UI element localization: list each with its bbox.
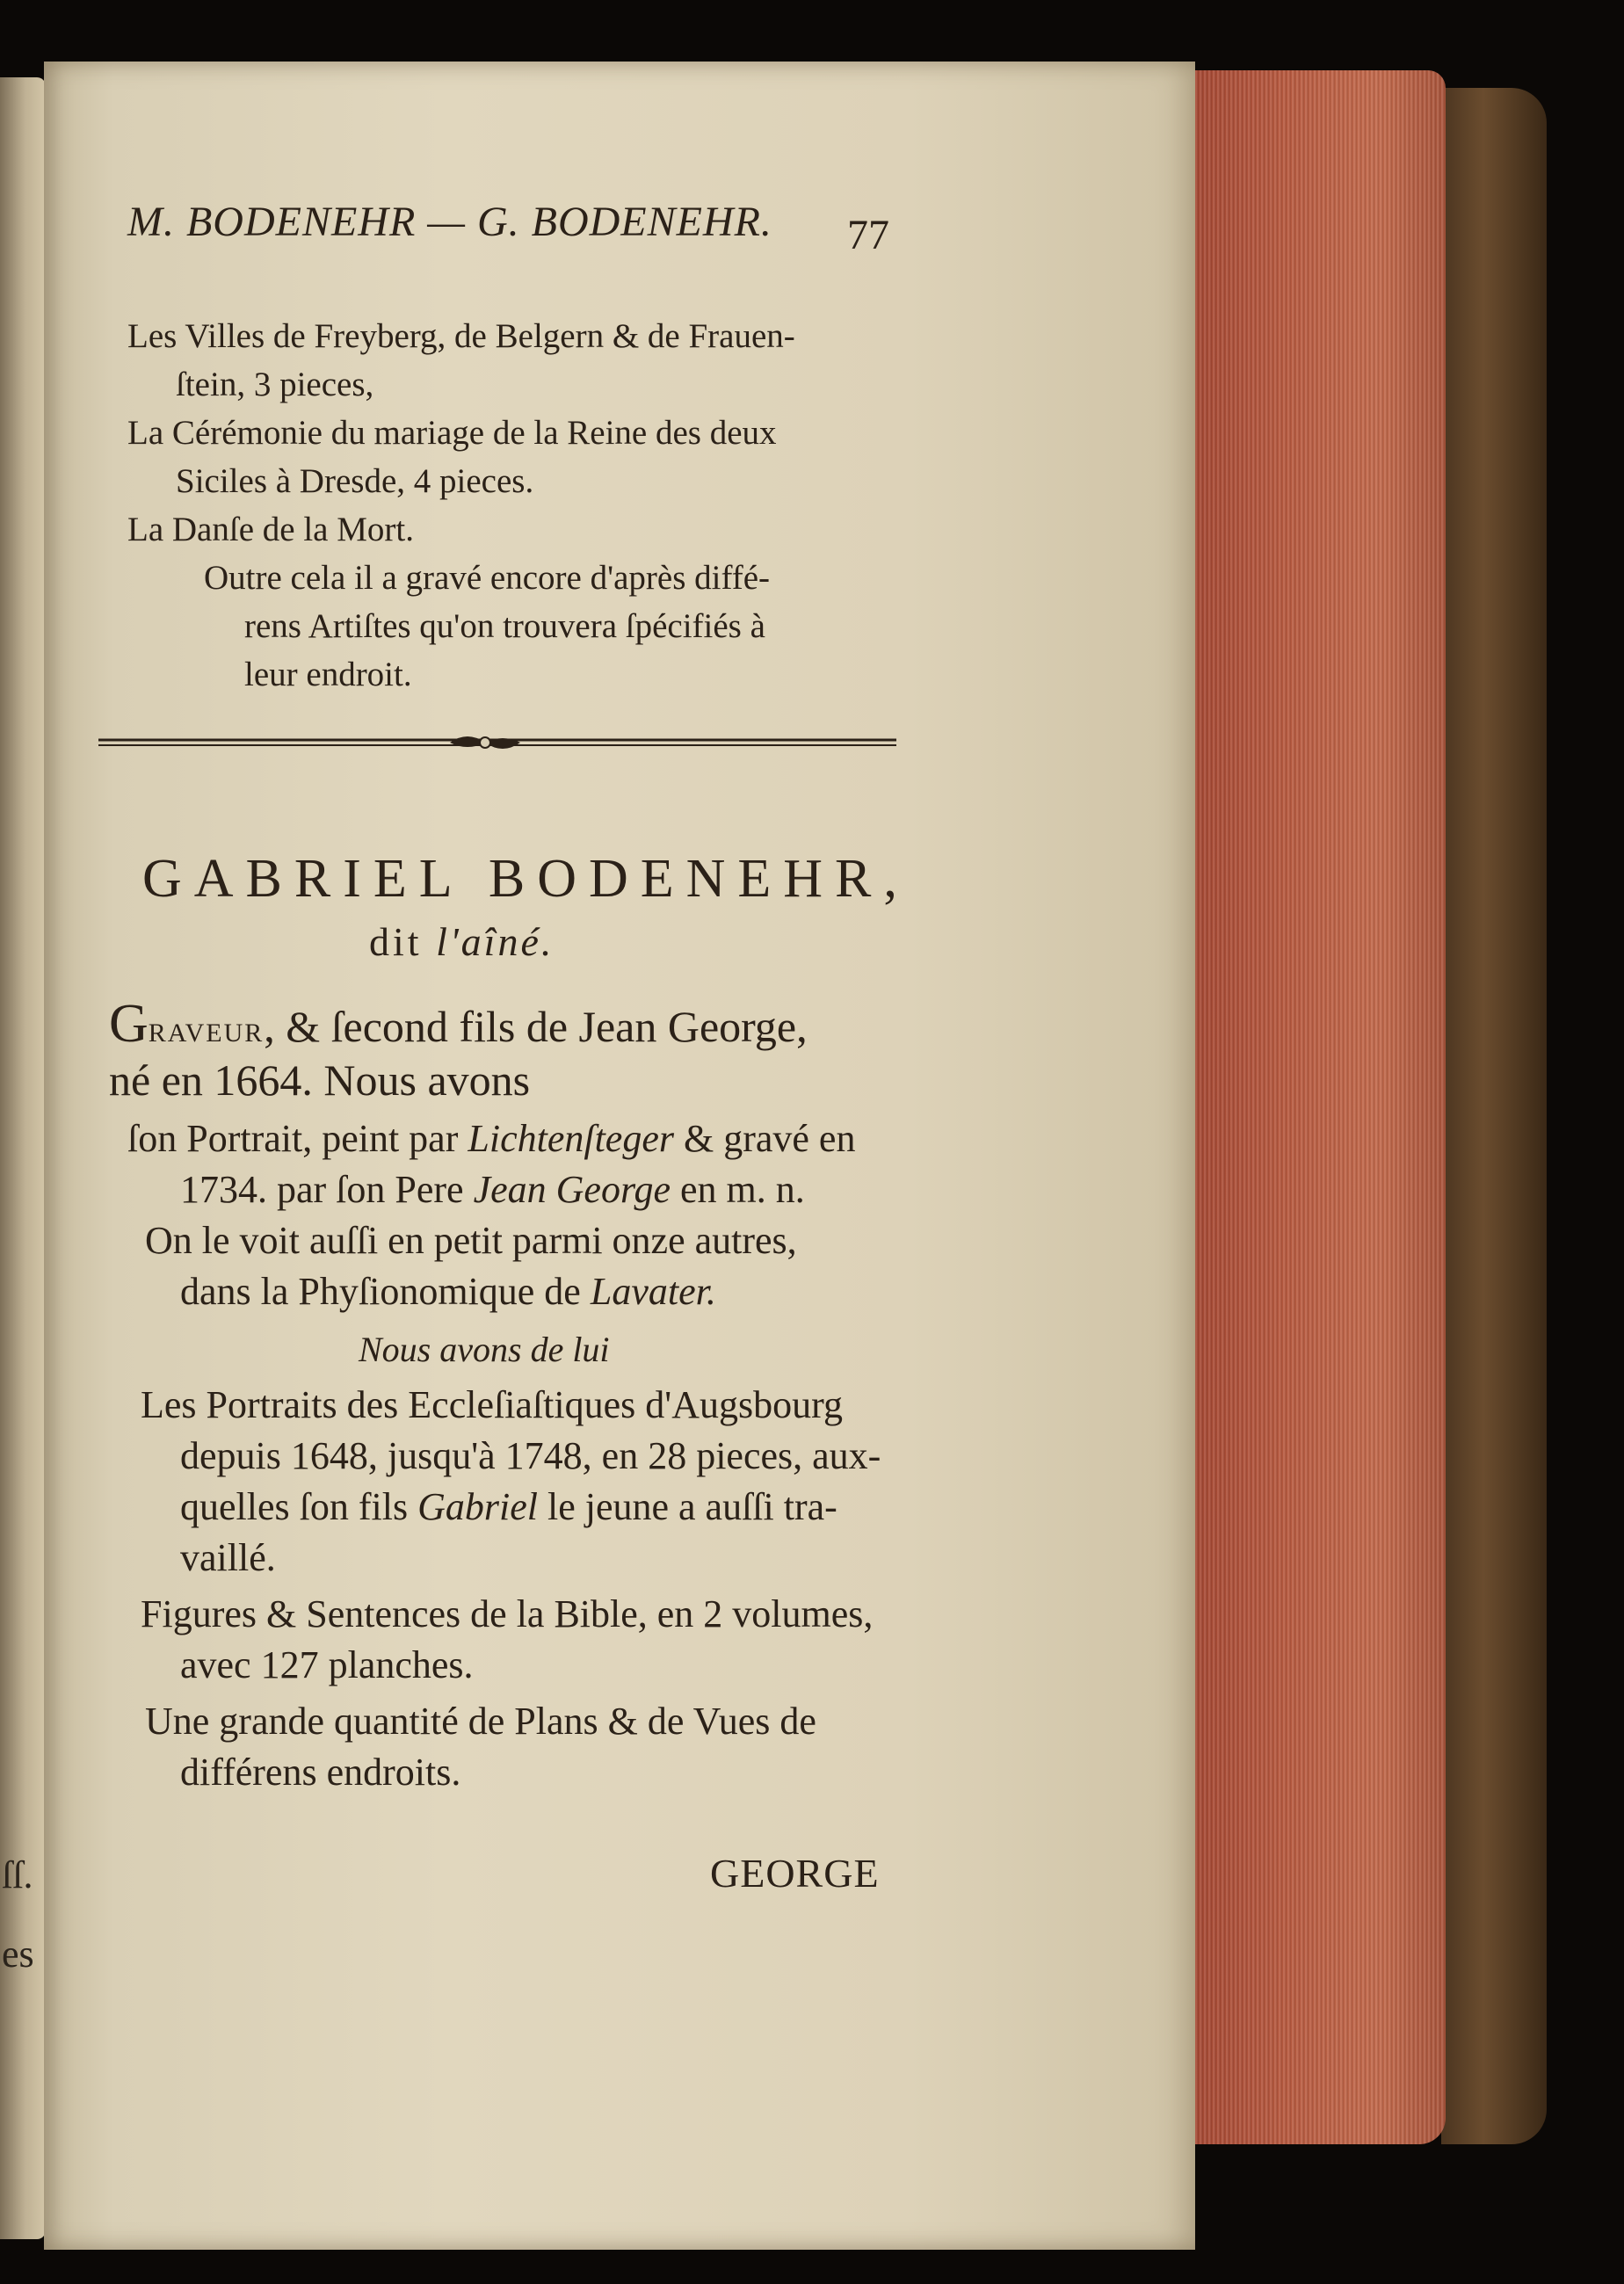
drop-capital: G [109, 994, 149, 1054]
catchword: GEORGE [710, 1851, 880, 1896]
previous-page-fragment: es [2, 1932, 34, 1976]
text-line: depuis 1648, jusqu'à 1748, en 28 pieces, aux- [180, 1434, 881, 1477]
works-heading: Nous avons de lui [359, 1330, 610, 1369]
text-line [180, 1482, 837, 1533]
text-line [127, 1113, 855, 1164]
section-title: GABRIEL BODENEHR, [142, 849, 910, 909]
ornamental-rule [98, 731, 896, 754]
italic-name: Jean George [473, 1168, 671, 1211]
text-line: Les Villes de Freyberg, de Belgern & de Frauen- [127, 317, 795, 355]
text-line: ſtein, 3 pieces, [176, 366, 374, 403]
text-line: On le voit auſſi en petit parmi onze autres, [145, 1219, 797, 1262]
text-line: La Cérémonie du mariage de la Reine des deux [127, 414, 777, 452]
small-caps-word: RAVEUR [148, 1019, 265, 1048]
text-line: rens Artiſtes qu'on trouvera ſpécifiés à [244, 607, 765, 645]
italic-name: Lichtenſteger [468, 1117, 674, 1160]
red-page-edges [1178, 70, 1446, 2144]
text-run: & gravé en [673, 1117, 856, 1160]
text-run: quelles ſon fils [180, 1485, 418, 1528]
text-line: Outre cela il a gravé encore d'après diffé- [204, 559, 771, 597]
text-line: différens endroits. [180, 1751, 461, 1794]
text-line: vaillé. [180, 1536, 276, 1579]
text-run: dans la Phyſionomique de [180, 1270, 591, 1313]
running-title: M. BODENEHR — G. BODENEHR. [127, 199, 772, 245]
text-line [180, 1266, 716, 1317]
text-run: 1734. par ſon Pere [180, 1168, 474, 1211]
text-line: Une grande quantité de Plans & de Vues de [145, 1700, 816, 1743]
italic-name: Lavater. [590, 1270, 716, 1313]
text-run: en m. n. [670, 1168, 805, 1211]
text-line: Figures & Sentences de la Bible, en 2 volumes, [141, 1592, 874, 1635]
italic-name: Gabriel [417, 1485, 538, 1528]
text-run: le jeune a auſſi tra- [537, 1485, 837, 1528]
text-line: La Danſe de la Mort. [127, 511, 414, 548]
subtitle-italic: l'aîné. [436, 919, 555, 964]
intro-line-1-rest: , & ſecond fils de Jean George, [264, 1002, 808, 1051]
text-run: ſon Portrait, peint par [127, 1117, 468, 1160]
text-line [180, 1164, 805, 1215]
text-line: leur endroit. [244, 656, 412, 693]
previous-page-fragment: ſſ. [2, 1853, 33, 1896]
subtitle-prefix: dit [369, 919, 423, 964]
book-cover-edge [1441, 88, 1547, 2144]
previous-page-edge [0, 77, 46, 2239]
text-line: avec 127 planches. [180, 1643, 474, 1686]
intro-line-2: né en 1664. Nous avons [109, 1055, 531, 1105]
text-line: Les Portraits des Eccleſiaſtiques d'Augsbourg [141, 1383, 843, 1426]
page-number: 77 [847, 212, 889, 258]
text-line: Siciles à Dresde, 4 pieces. [176, 462, 534, 500]
section-subtitle [369, 918, 554, 965]
